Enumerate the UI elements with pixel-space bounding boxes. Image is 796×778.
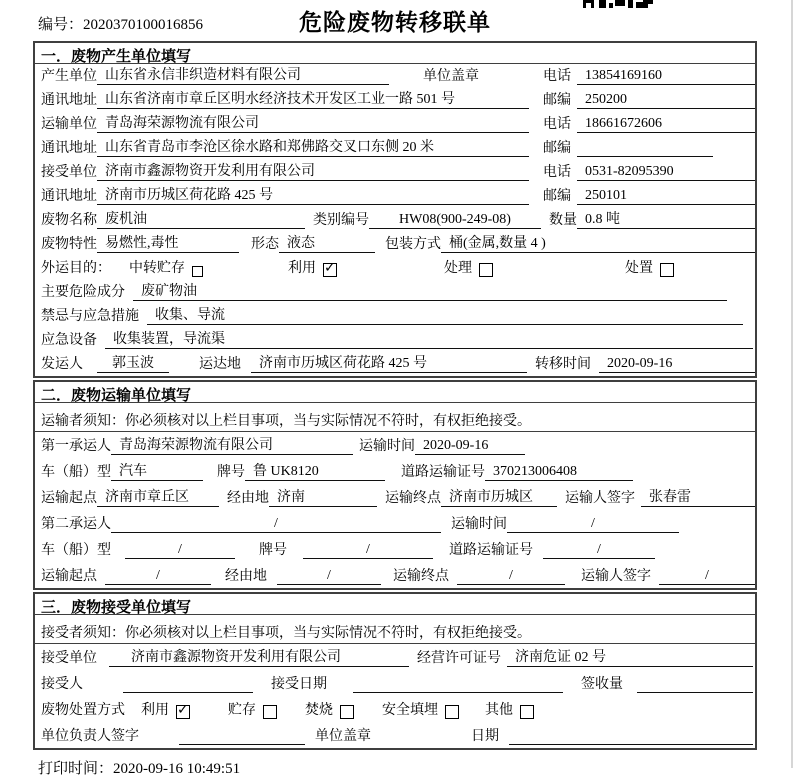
head-signature-label: 单位负责人签字 [41, 729, 139, 744]
first-carrier-label: 第一承运人 [41, 439, 111, 454]
accept-date-label: 接受日期 [271, 677, 327, 692]
section-receiver-title: 三．废物接受单位填写 [35, 594, 755, 615]
producer-zip-value: 250200 [577, 92, 755, 109]
form-value: 液态 [279, 232, 375, 253]
plate-number-label: 牌号 [217, 465, 245, 480]
section-transporter-title: 二．废物运输单位填写 [35, 382, 755, 403]
permit-number-value: 济南危证 02 号 [507, 646, 753, 667]
vehicle-type-label: 车（船）型 [41, 543, 111, 558]
transporter-row [35, 112, 755, 136]
category-code-value: HW08(900-249-08) [369, 212, 541, 229]
form-label: 形态 [251, 237, 279, 252]
date-label: 日期 [471, 729, 499, 744]
waste-character-label: 废物特性 [41, 237, 97, 252]
producer-unit-value: 山东省永信非织造材料有限公司 [97, 64, 389, 85]
serial-value: 2020370100016856 [83, 17, 204, 33]
waste-character-value: 易燃性,毒性 [97, 232, 239, 253]
transporter-unit-label: 运输单位 [41, 117, 97, 132]
second-carrier-value: / [111, 516, 441, 533]
receiver-unit-value: 济南市鑫源物资开发利用有限公司 [97, 160, 529, 181]
zip-label: 邮编 [543, 93, 571, 108]
transporter-notice: 运输者须知：你必须核对以上栏目事项，当与实际情况不符时，有权拒绝接受。 [35, 403, 755, 432]
transport-origin-label: 运输起点 [41, 491, 97, 506]
carrier-sign-label: 运输人签字 [581, 569, 651, 584]
producer-address-row [35, 88, 755, 112]
transport-end-label: 运输终点 [393, 569, 449, 584]
permit-number-label: 经营许可证号 [417, 651, 501, 666]
disposal-landfill-label: 安全填埋 [382, 703, 438, 718]
page-right-edge [791, 0, 793, 768]
transporter-address-row [35, 136, 755, 160]
qr-code-fragment [583, 0, 653, 10]
plate-number-label: 牌号 [259, 543, 287, 558]
document-header [33, 0, 757, 41]
receiver-address-value: 济南市历城区荷花路 425 号 [97, 184, 529, 205]
hazard-component-value: 废矿物油 [133, 280, 727, 301]
transport-origin-value: 济南市章丘区 [97, 486, 219, 507]
head-signature-value [179, 744, 305, 745]
receiver-unit-label: 接受单位 [41, 165, 97, 180]
transport-origin-label: 运输起点 [41, 569, 97, 584]
vehicle-row-1 [35, 458, 755, 484]
purpose-transit-label: 中转贮存 [129, 261, 185, 276]
taboo-measures-label: 禁忌与应急措施 [41, 309, 139, 324]
transport-origin-2-value: / [105, 568, 211, 585]
accept-date-value [353, 692, 563, 693]
phone-label: 电话 [543, 69, 571, 84]
disposal-burn-label: 焚烧 [305, 703, 333, 718]
recipient-label: 接受人 [41, 677, 83, 692]
producer-address-value: 山东省济南市章丘区明水经济技术开发区工业一路 501 号 [97, 88, 529, 109]
unit-seal-label: 单位盖章 [423, 69, 479, 84]
accept-unit-row [35, 644, 755, 670]
transfer-time-value: 2020-09-16 [599, 356, 755, 373]
vehicle-type-label: 车（船）型 [41, 465, 111, 480]
first-carrier-value: 青岛海荣源物流有限公司 [111, 434, 353, 455]
waste-name-label: 废物名称 [41, 213, 97, 228]
serial-number [38, 13, 203, 34]
first-carrier-row [35, 432, 755, 458]
via-label: 经由地 [225, 569, 267, 584]
checkbox-disposal-other [520, 705, 534, 719]
road-permit-label: 道路运输证号 [449, 543, 533, 558]
section-producer-title: 一．废物产生单位填写 [35, 43, 755, 64]
carrier-sign-2-value: / [659, 568, 755, 585]
transport-end-label: 运输终点 [385, 491, 441, 506]
address-label: 通讯地址 [41, 93, 97, 108]
carrier-sign-value: 张春雷 [641, 486, 755, 507]
shipper-value: 郭玉波 [97, 352, 169, 373]
page-title: 危险废物转移联单 [299, 10, 491, 35]
producer-unit-label: 产生单位 [41, 69, 97, 84]
via-label: 经由地 [227, 491, 269, 506]
phone-label: 电话 [543, 165, 571, 180]
transport-end-2-value: / [457, 568, 565, 585]
date-value [509, 744, 753, 745]
road-permit-2-value: / [543, 542, 655, 559]
quantity-label: 数量 [549, 213, 577, 228]
transporter-unit-value: 青岛海荣源物流有限公司 [97, 112, 529, 133]
producer-row [35, 64, 755, 88]
receiver-zip-value: 250101 [577, 188, 755, 205]
destination-value: 济南市历城区荷花路 425 号 [251, 352, 527, 373]
second-carrier-label: 第二承运人 [41, 517, 111, 532]
disposal-use-label: 利用 [141, 703, 169, 718]
phone-label: 电话 [543, 117, 571, 132]
via-2-value: / [277, 568, 381, 585]
checkbox-disposal-store [263, 705, 277, 719]
taboo-measures-row [35, 304, 755, 328]
transporter-zip-value [577, 156, 713, 157]
transport-purpose-row [35, 256, 755, 280]
sign-amount-value [637, 692, 753, 693]
manifest-document [33, 0, 757, 778]
shipper-label: 发运人 [41, 357, 83, 372]
print-time-value: 2020-09-16 10:49:51 [113, 761, 241, 777]
checkbox-use [323, 263, 337, 277]
zip-label: 邮编 [543, 141, 571, 156]
quantity-value: 0.8 吨 [577, 208, 755, 229]
checkbox-disposal-use [176, 705, 190, 719]
accept-unit-label: 接受单位 [41, 651, 97, 666]
disposal-other-label: 其他 [485, 703, 513, 718]
transport-time-label: 运输时间 [359, 439, 415, 454]
checkbox-disposal-burn [340, 705, 354, 719]
vehicle-row-2 [35, 536, 755, 562]
road-permit-label: 道路运输证号 [401, 465, 485, 480]
zip-label: 邮编 [543, 189, 571, 204]
transporter-address-value: 山东省青岛市李沧区徐水路和郑佛路交叉口东侧 20 米 [97, 136, 529, 157]
recipient-value [123, 692, 253, 693]
waste-character-row [35, 232, 755, 256]
disposal-store-label: 贮存 [228, 703, 256, 718]
road-permit-value: 370213006408 [485, 464, 633, 481]
section-transporter [33, 380, 757, 590]
shipper-row [35, 352, 755, 376]
purpose-use-label: 利用 [288, 261, 316, 276]
unit-seal-label: 单位盖章 [315, 729, 371, 744]
vehicle-type-2-value: / [125, 542, 235, 559]
waste-name-value: 废机油 [97, 208, 305, 229]
address-label: 通讯地址 [41, 141, 97, 156]
print-time-label: 打印时间： [38, 761, 114, 777]
section-receiver [33, 592, 757, 750]
via-value: 济南 [269, 486, 377, 507]
category-code-label: 类别编号 [313, 213, 369, 228]
second-carrier-row [35, 510, 755, 536]
checkbox-disposal-landfill [445, 705, 459, 719]
hazard-component-label: 主要危险成分 [41, 285, 125, 300]
serial-label: 编号： [38, 17, 84, 33]
carrier-sign-label: 运输人签字 [565, 491, 635, 506]
hazard-component-row [35, 280, 755, 304]
print-time [33, 752, 757, 778]
transport-purpose-label: 外运目的： [41, 261, 111, 276]
checkbox-dispose [660, 263, 674, 277]
receiver-row [35, 160, 755, 184]
transfer-time-label: 转移时间 [535, 357, 591, 372]
route-row-1 [35, 484, 755, 510]
plate-number-value: 鲁 UK8120 [245, 460, 385, 481]
emergency-equipment-value: 收集装置，导流渠 [105, 328, 753, 349]
emergency-equipment-row [35, 328, 755, 352]
accept-unit-value: 济南市鑫源物资开发利用有限公司 [109, 646, 409, 667]
checkbox-treat [479, 263, 493, 277]
emergency-equipment-label: 应急设备 [41, 333, 97, 348]
receiver-phone-value: 0531-82095390 [577, 164, 755, 181]
transport-time-2-value: / [507, 516, 679, 533]
packing-value: 桶(金属,数量 4 ) [441, 232, 755, 253]
receiver-address-row [35, 184, 755, 208]
disposal-method-label: 废物处置方式 [41, 703, 125, 718]
taboo-measures-value: 收集、导流 [147, 304, 743, 325]
purpose-dispose-label: 处置 [625, 261, 653, 276]
receiver-notice: 接受者须知：你必须核对以上栏目事项，当与实际情况不符时，有权拒绝接受。 [35, 615, 755, 644]
transport-end-value: 济南市历城区 [441, 486, 557, 507]
purpose-treat-label: 处理 [444, 261, 472, 276]
head-signature-row [35, 722, 755, 748]
recipient-row [35, 670, 755, 696]
section-producer [33, 41, 757, 378]
checkbox-transit-storage [192, 266, 203, 277]
destination-label: 运达地 [199, 357, 241, 372]
transporter-phone-value: 18661672606 [577, 116, 755, 133]
waste-name-row [35, 208, 755, 232]
plate-number-2-value: / [303, 542, 433, 559]
transport-time-label: 运输时间 [451, 517, 507, 532]
packing-label: 包装方式 [385, 237, 441, 252]
address-label: 通讯地址 [41, 189, 97, 204]
producer-phone-value: 13854169160 [577, 68, 755, 85]
vehicle-type-value: 汽车 [111, 460, 203, 481]
disposal-method-row [35, 696, 755, 722]
route-row-2 [35, 562, 755, 588]
sign-amount-label: 签收量 [581, 677, 623, 692]
transport-time-value: 2020-09-16 [415, 438, 525, 455]
